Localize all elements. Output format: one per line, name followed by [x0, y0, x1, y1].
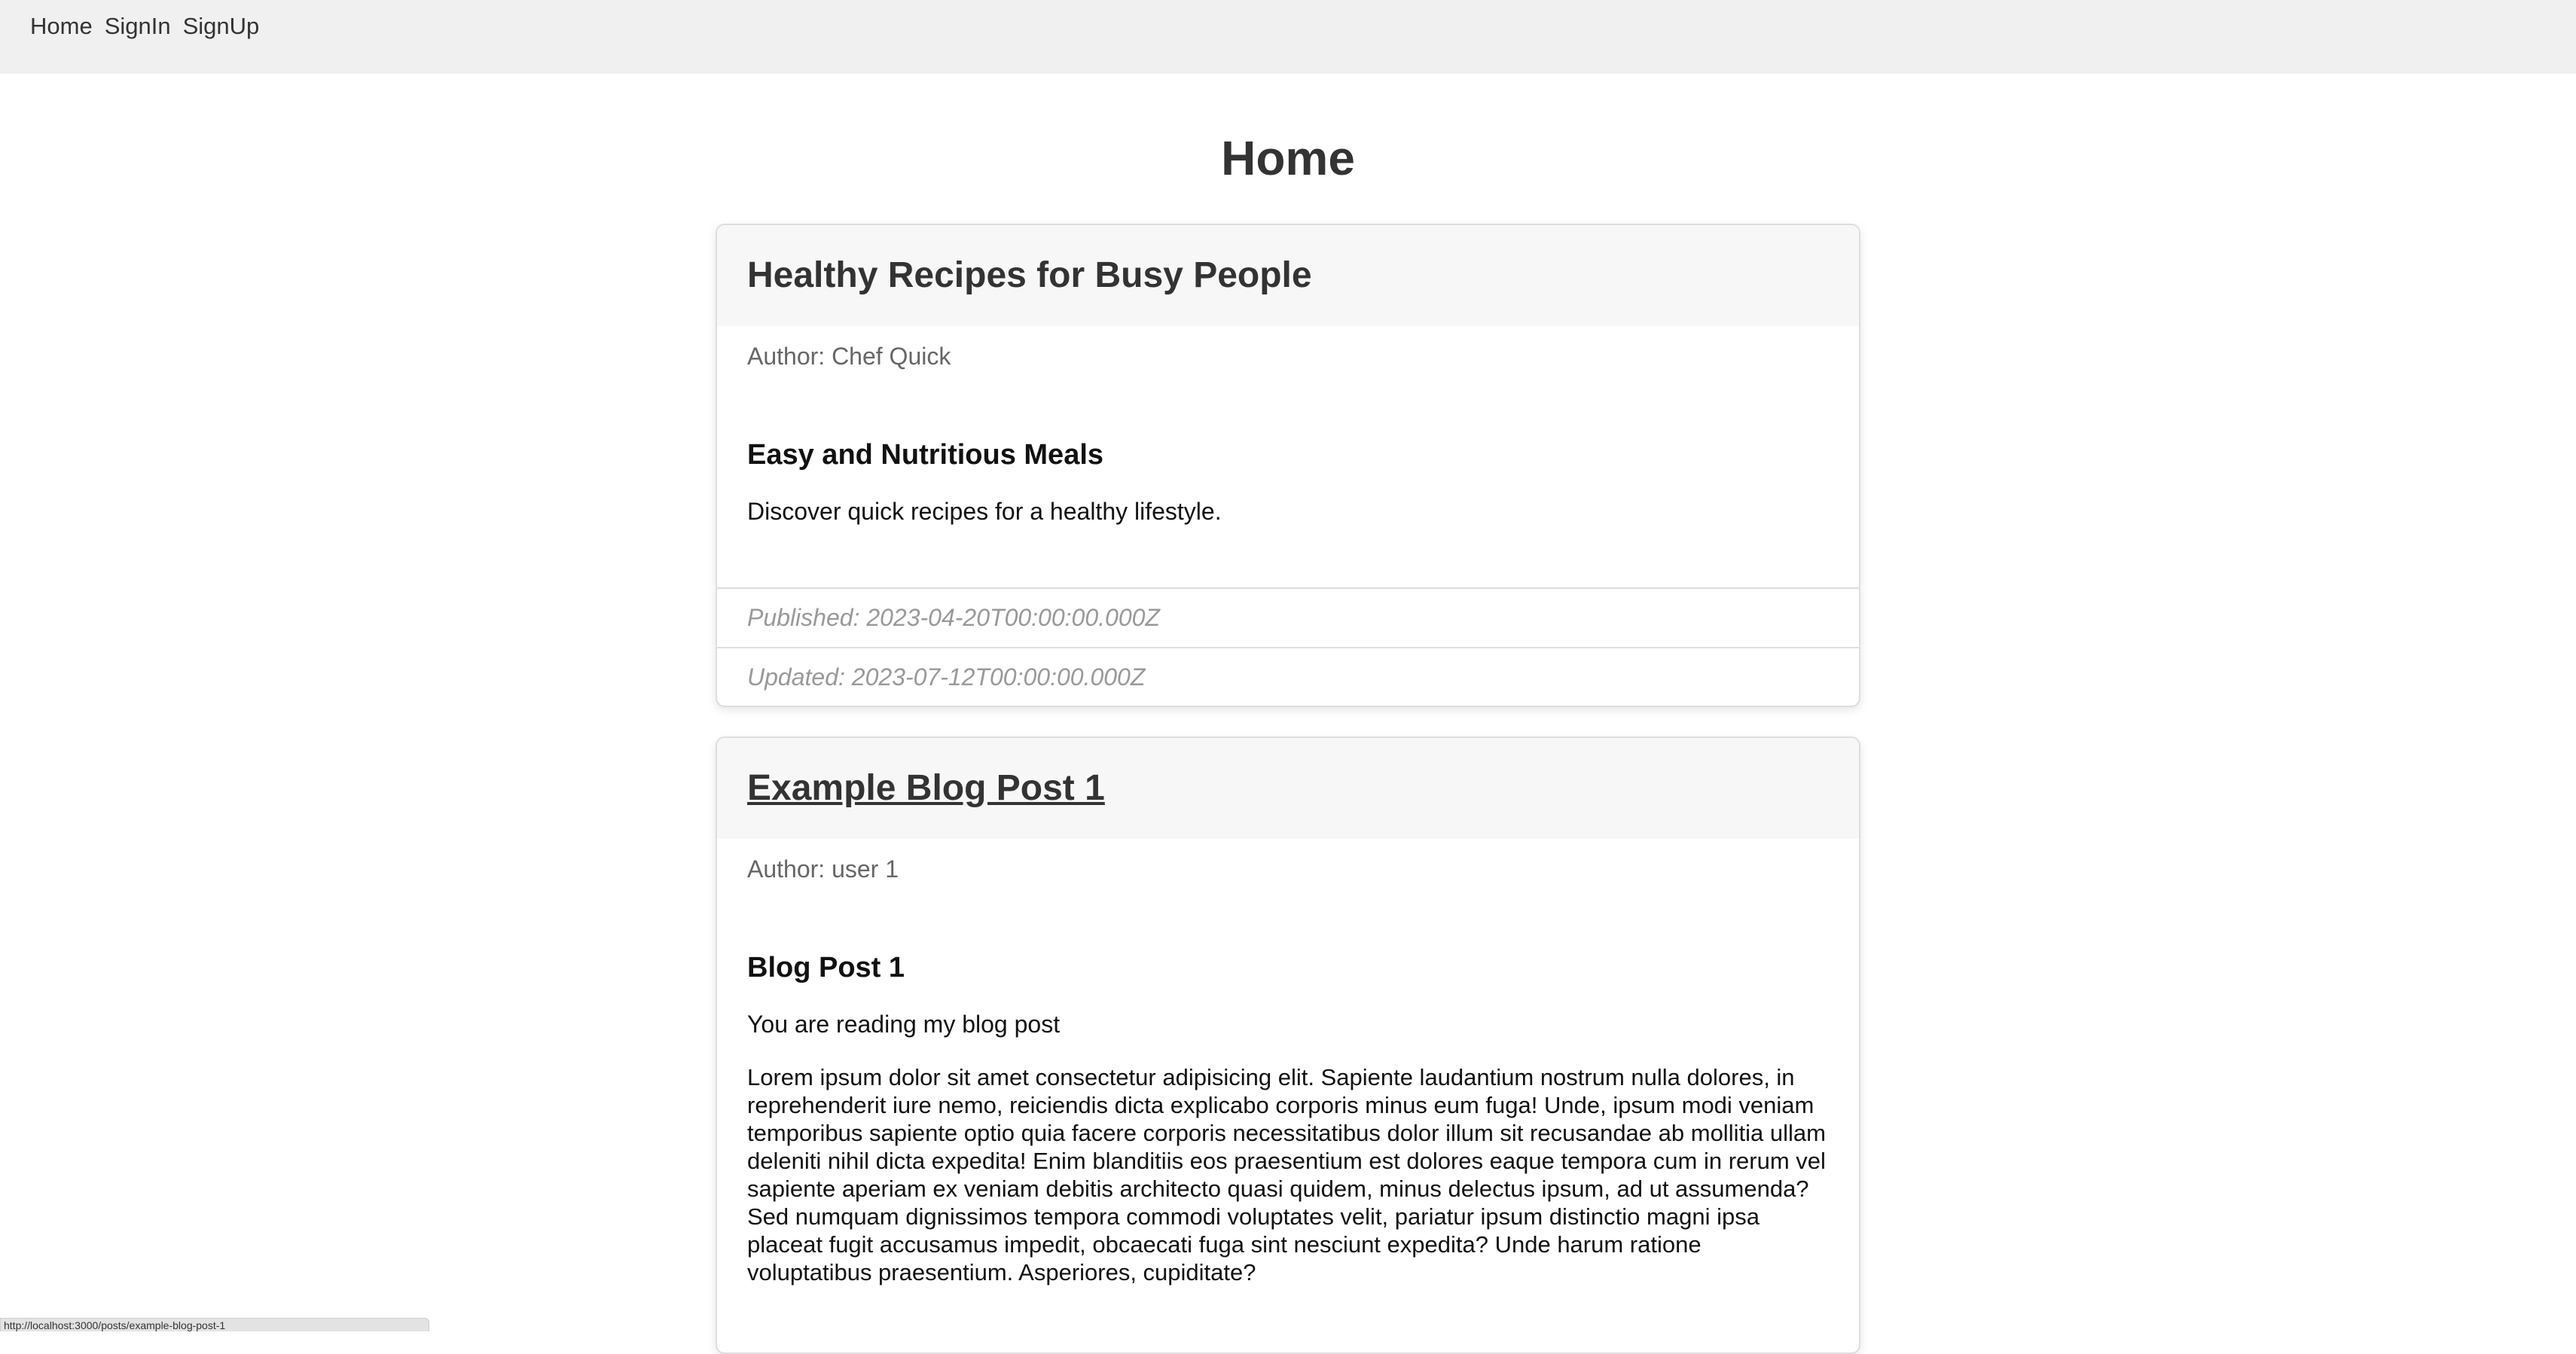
- nav-link-signup[interactable]: SignUp: [182, 12, 260, 39]
- post-card-header: [717, 225, 1859, 326]
- post-title-link[interactable]: Example Blog Post 1: [747, 768, 1105, 808]
- nav-link-signin[interactable]: SignIn: [104, 12, 171, 39]
- post-card-header: [717, 738, 1859, 839]
- post-body: Lorem ipsum dolor sit amet consectetur adipisicing elit. Sapiente laudantium nostrum nulla dolores, in reprehenderit iure nemo, reiciendis dicta explicabo corporis minus eum fuga! Unde, ipsum modi veniam temporibus sapiente optio quia facere corporis necessitatibus dolor illum sit recusandae ab mollitia ullam deleniti nihil dicta expedita! Enim blanditiis eos praesentium est dolores eaque tempora cum in rerum vel sapiente aperiam ex veniam debitis architecto quasi quidem, minus delectus ipsum, ad ut assumenda? Sed numquam dignissimos tempora commodi voluptates velit, pariatur ipsum distinctio magni ipsa placeat fugit accusamus impedit, obcaecati fuga sint nesciunt expedita? Unde harum ratione voluptatibus praesentium. Asperiores, cupiditate?: [747, 1064, 1826, 1285]
- page-title: Home: [1221, 131, 1355, 185]
- post-subtitle: Blog Post 1: [747, 952, 905, 983]
- post-subtitle: Easy and Nutritious Meals: [747, 439, 1104, 471]
- nav-link-home[interactable]: Home: [30, 12, 93, 39]
- post-summary: Discover quick recipes for a healthy lifestyle.: [747, 498, 1222, 525]
- top-nav: [0, 0, 2576, 74]
- post-title: Healthy Recipes for Busy People: [747, 255, 1312, 295]
- post-card: [716, 224, 1860, 707]
- post-card: [716, 736, 1860, 1354]
- post-summary: You are reading my blog post: [747, 1011, 1061, 1038]
- post-updated-date: Updated: 2023-07-12T00:00:00.000Z: [717, 647, 1859, 706]
- status-bar-url: http://localhost:3000/posts/example-blog-post-1: [0, 1318, 429, 1331]
- post-author: Author: Chef Quick: [747, 343, 951, 370]
- post-author: Author: user 1: [747, 855, 899, 883]
- post-published-date: Published: 2023-04-20T00:00:00.000Z: [717, 587, 1859, 646]
